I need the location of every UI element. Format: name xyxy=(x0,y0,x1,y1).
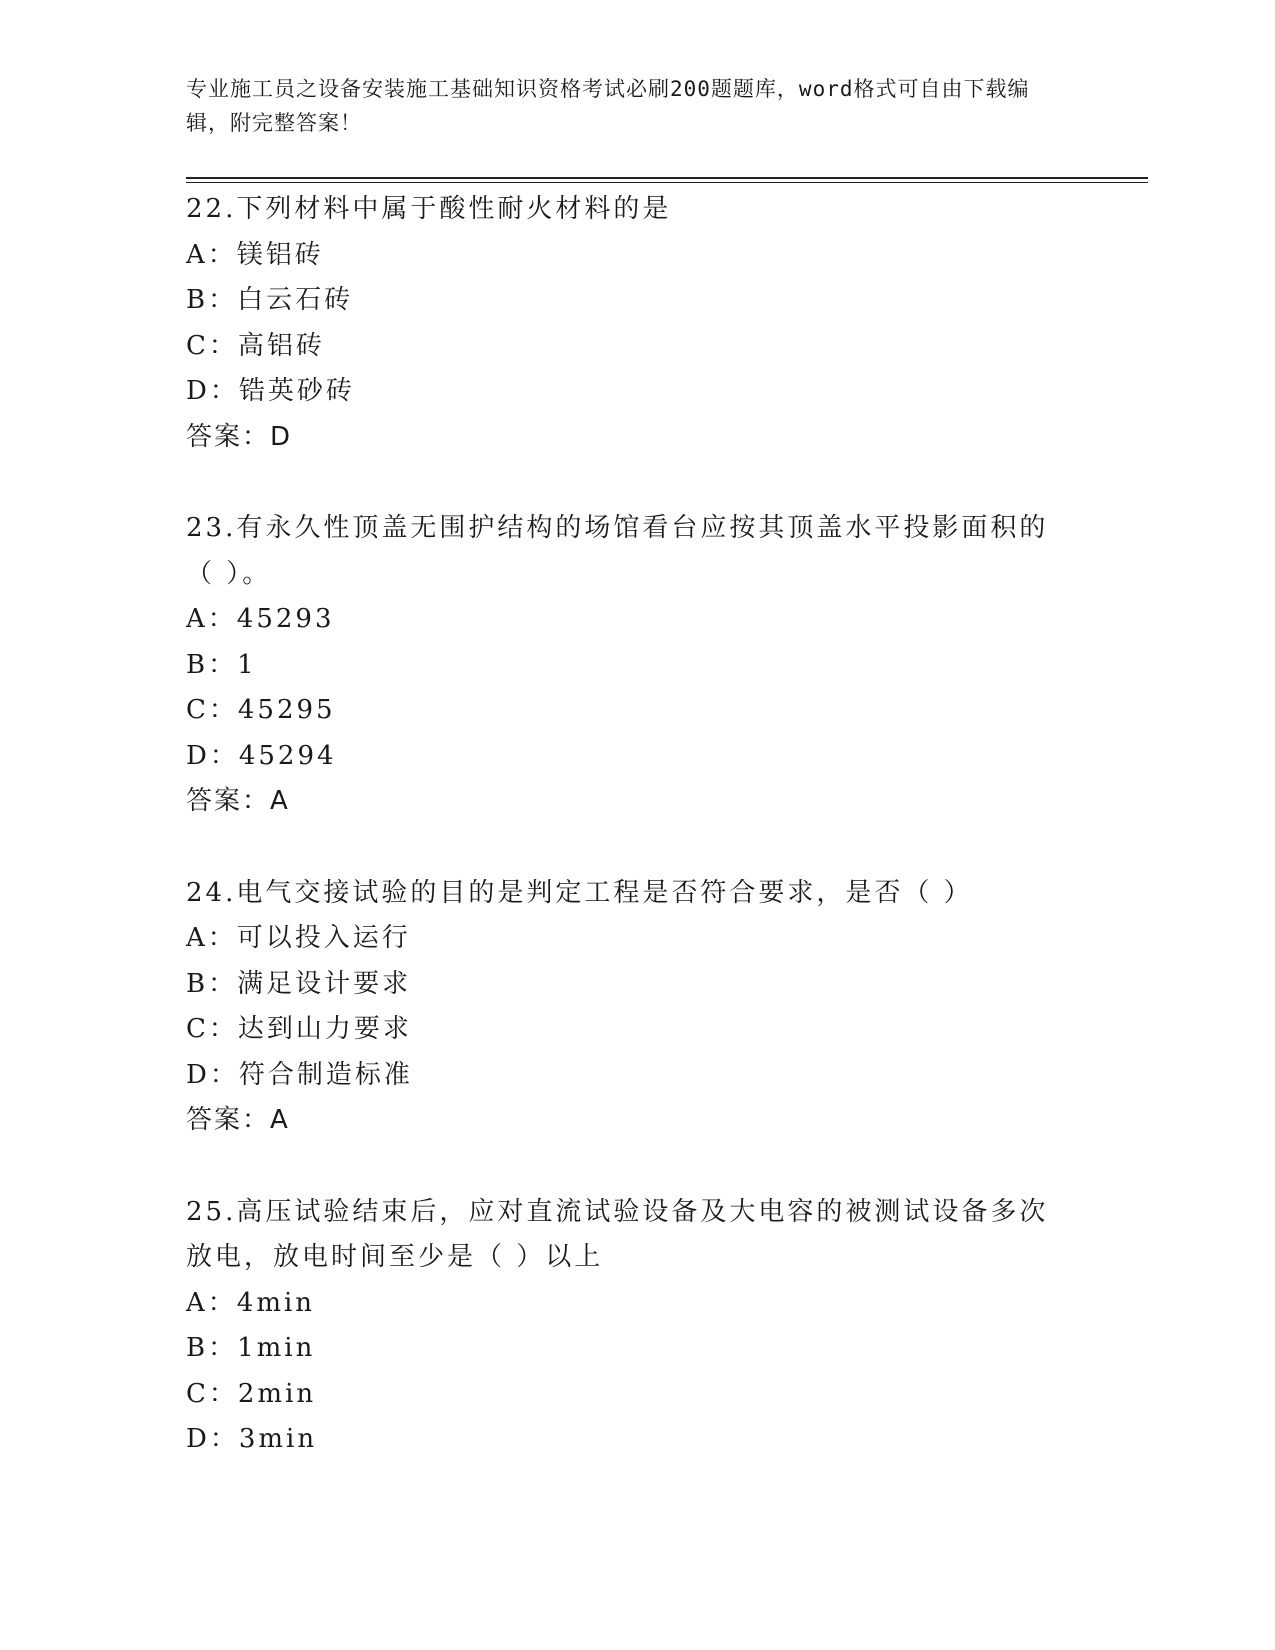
option-a: A：45293 xyxy=(186,604,335,634)
answer-label: 答案：A xyxy=(186,786,290,816)
option-d: D：45294 xyxy=(186,740,337,771)
question-list xyxy=(186,187,1086,1509)
option-b: B：满足设计要求 xyxy=(186,968,412,999)
option-a: A：4min xyxy=(186,1287,316,1318)
question-stem: 23.有永久性顶盖无围护结构的场馆看台应按其顶盖水平投影面积的（ ）。 xyxy=(186,513,1049,589)
question-stem: 24.电气交接试验的目的是判定工程是否符合要求，是否（ ） xyxy=(186,877,973,908)
option-b: B：1 xyxy=(186,649,257,680)
answer-label: 答案：D xyxy=(186,421,293,452)
option-d: D：符合制造标准 xyxy=(186,1059,413,1090)
option-c: C：45295 xyxy=(186,695,336,725)
document-header: 专业施工员之设备安装施工基础知识资格考试必刷200题题库，word格式可自由下载编辑，附完整答案！ xyxy=(186,77,1030,135)
option-a: A：可以投入运行 xyxy=(186,923,411,953)
question-stem: 25.高压试验结束后，应对直流试验设备及大电容的被测试设备多次放电，放电时间至少是（ ）以上 xyxy=(186,1196,1049,1272)
option-d: D：锆英砂砖 xyxy=(186,376,355,406)
option-c: C：2min xyxy=(186,1378,317,1409)
header-divider xyxy=(186,177,1148,179)
question-24 xyxy=(186,871,1086,1144)
question-23 xyxy=(186,506,1086,825)
option-b: B：1min xyxy=(186,1333,316,1363)
question-22 xyxy=(186,187,1086,460)
option-a: A：镁铝砖 xyxy=(186,239,324,270)
answer-label: 答案：A xyxy=(186,1105,290,1135)
option-c: C：达到山力要求 xyxy=(186,1014,412,1044)
option-d: D：3min xyxy=(186,1424,318,1454)
header-divider-thin xyxy=(186,182,1148,183)
option-c: C：高铝砖 xyxy=(186,330,325,361)
question-25 xyxy=(186,1190,1086,1463)
option-b: B：白云石砖 xyxy=(186,285,354,315)
question-stem: 22.下列材料中属于酸性耐火材料的是 xyxy=(186,194,672,224)
